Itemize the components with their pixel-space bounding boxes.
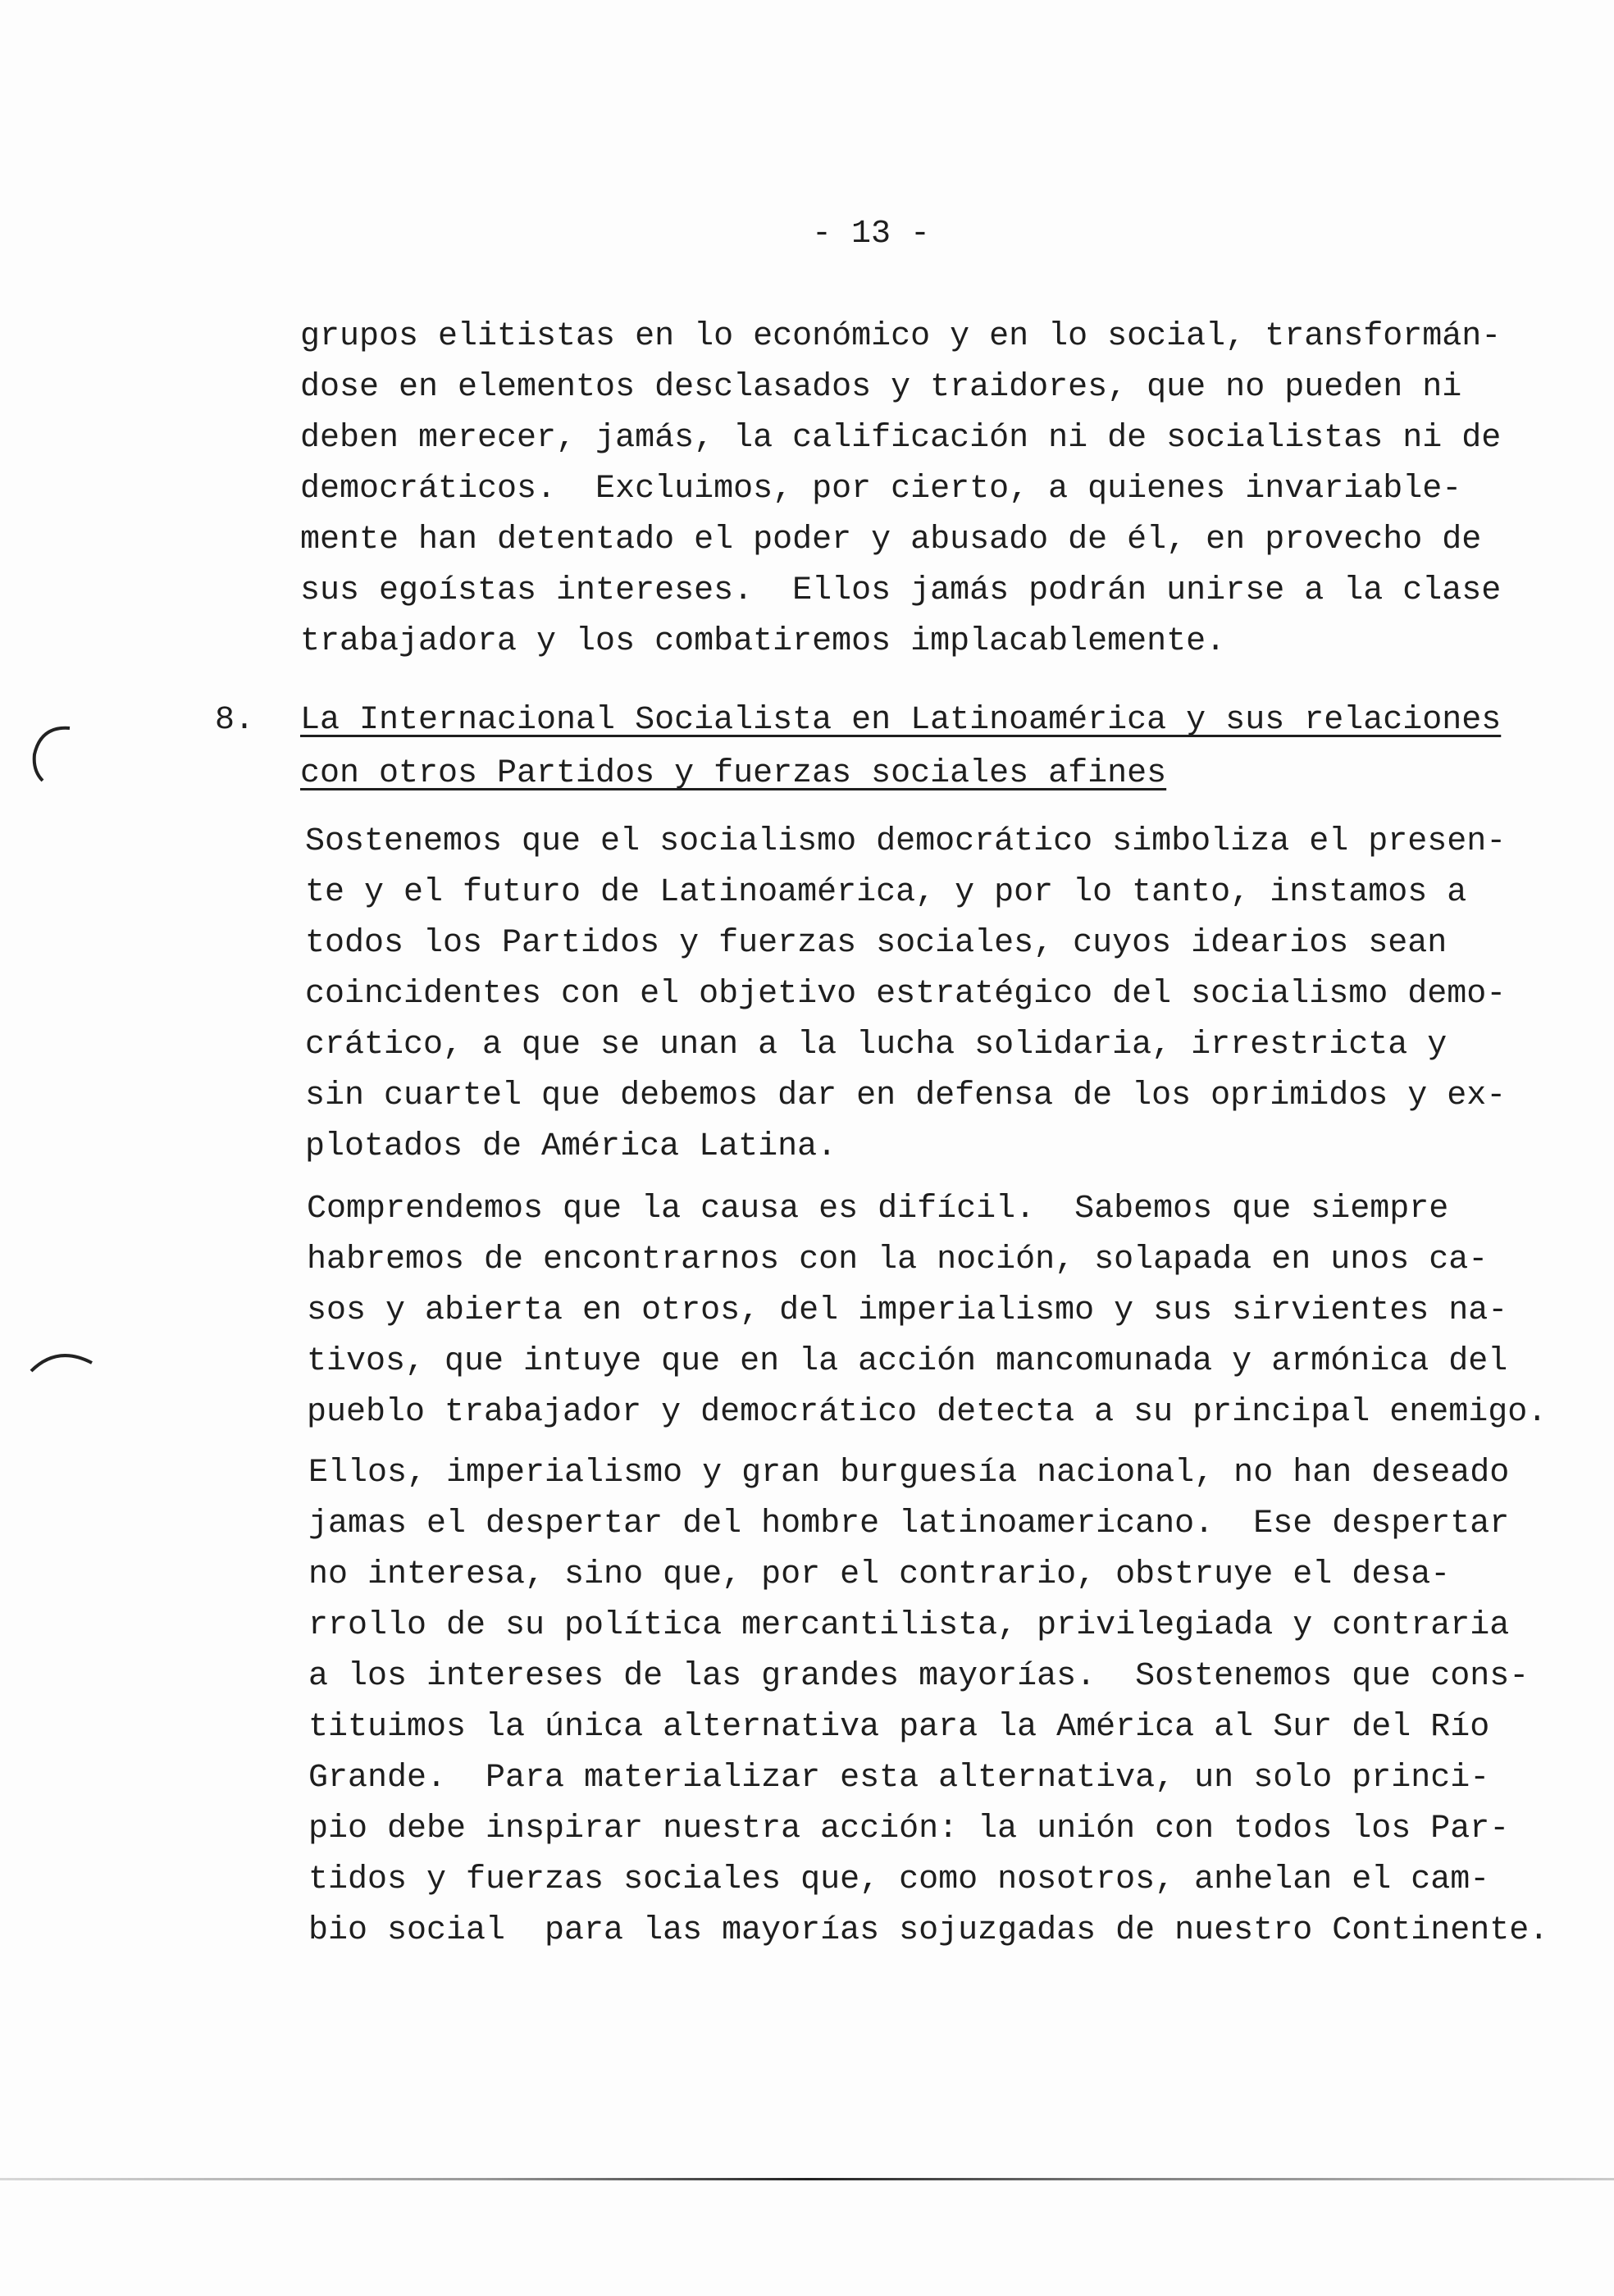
- text-line: todos los Partidos y fuerzas sociales, cuyos idearios sean: [305, 925, 1448, 962]
- heading-line: con otros Partidos y fuerzas sociales afines: [300, 755, 1167, 792]
- text-line: sin cuartel que debemos dar en defensa de los oprimidos y ex-: [305, 1077, 1507, 1114]
- text-line: no interesa, sino que, por el contrario, obstruye el desa-: [308, 1556, 1451, 1593]
- text-line: Ellos, imperialismo y gran burguesía nacional, no han deseado: [308, 1455, 1510, 1492]
- bottom-rule: [0, 2178, 1614, 2180]
- page-number: - 13 -: [812, 216, 931, 253]
- paragraph-2: [305, 817, 1506, 1173]
- text-line: democráticos. Excluimos, por cierto, a quienes invariable-: [300, 471, 1462, 508]
- text-line: sos y abierta en otros, del imperialismo y sus sirvientes na-: [307, 1292, 1508, 1329]
- text-line: Sostenemos que el socialismo democrático simboliza el presen-: [305, 823, 1507, 860]
- section-heading: [300, 695, 1501, 800]
- text-line: Grande. Para materializar esta alternativa, un solo princi-: [308, 1760, 1490, 1797]
- text-line: crático, a que se unan a la lucha solidaria, irrestricta y: [305, 1027, 1448, 1064]
- text-line: rrollo de su política mercantilista, privilegiada y contraria: [308, 1607, 1510, 1644]
- text-line: dose en elementos desclasados y traidores, que no pueden ni: [300, 369, 1462, 406]
- paragraph-1: [300, 312, 1501, 667]
- text-line: a los intereses de las grandes mayorías. Sostenemos que cons-: [308, 1658, 1530, 1695]
- text-line: tidos y fuerzas sociales que, como nosotros, anhelan el cam-: [308, 1861, 1490, 1898]
- text-line: habremos de encontrarnos con la noción, solapada en unos ca-: [307, 1241, 1489, 1278]
- text-line: tituimos la única alternativa para la América al Sur del Río: [308, 1709, 1490, 1746]
- text-line: Comprendemos que la causa es difícil. Sabemos que siempre: [307, 1191, 1449, 1228]
- text-line: coincidentes con el objetivo estratégico del socialismo demo-: [305, 976, 1507, 1013]
- text-line: pio debe inspirar nuestra acción: la unión con todos los Par-: [308, 1811, 1510, 1847]
- text-line: jamas el despertar del hombre latinoamericano. Ese despertar: [308, 1506, 1510, 1542]
- text-line: grupos elitistas en lo económico y en lo social, transformán-: [300, 318, 1502, 355]
- paragraph-4: [308, 1448, 1548, 1957]
- text-line: sus egoístas intereses. Ellos jamás podrán unirse a la clase: [300, 572, 1502, 609]
- text-line: tivos, que intuye que en la acción mancomunada y armónica del: [307, 1343, 1508, 1380]
- text-line: te y el futuro de Latinoamérica, y por lo tanto, instamos a: [305, 874, 1467, 911]
- binding-hole-mark: [25, 722, 74, 787]
- text-line: pueblo trabajador y democrático detecta a su principal enemigo.: [307, 1394, 1548, 1431]
- binding-hole-mark: [25, 1345, 98, 1378]
- heading-line: La Internacional Socialista en Latinoamérica y sus relaciones: [300, 702, 1502, 739]
- text-line: trabajadora y los combatiremos implacablemente.: [300, 623, 1226, 660]
- section-number: 8.: [215, 702, 255, 739]
- paragraph-3: [307, 1184, 1547, 1438]
- text-line: plotados de América Latina.: [305, 1128, 837, 1165]
- text-line: mente han detentado el poder y abusado de él, en provecho de: [300, 522, 1482, 558]
- text-line: bio social para las mayorías sojuzgadas de nuestro Continente.: [308, 1912, 1549, 1949]
- text-line: deben merecer, jamás, la calificación ni de socialistas ni de: [300, 420, 1502, 457]
